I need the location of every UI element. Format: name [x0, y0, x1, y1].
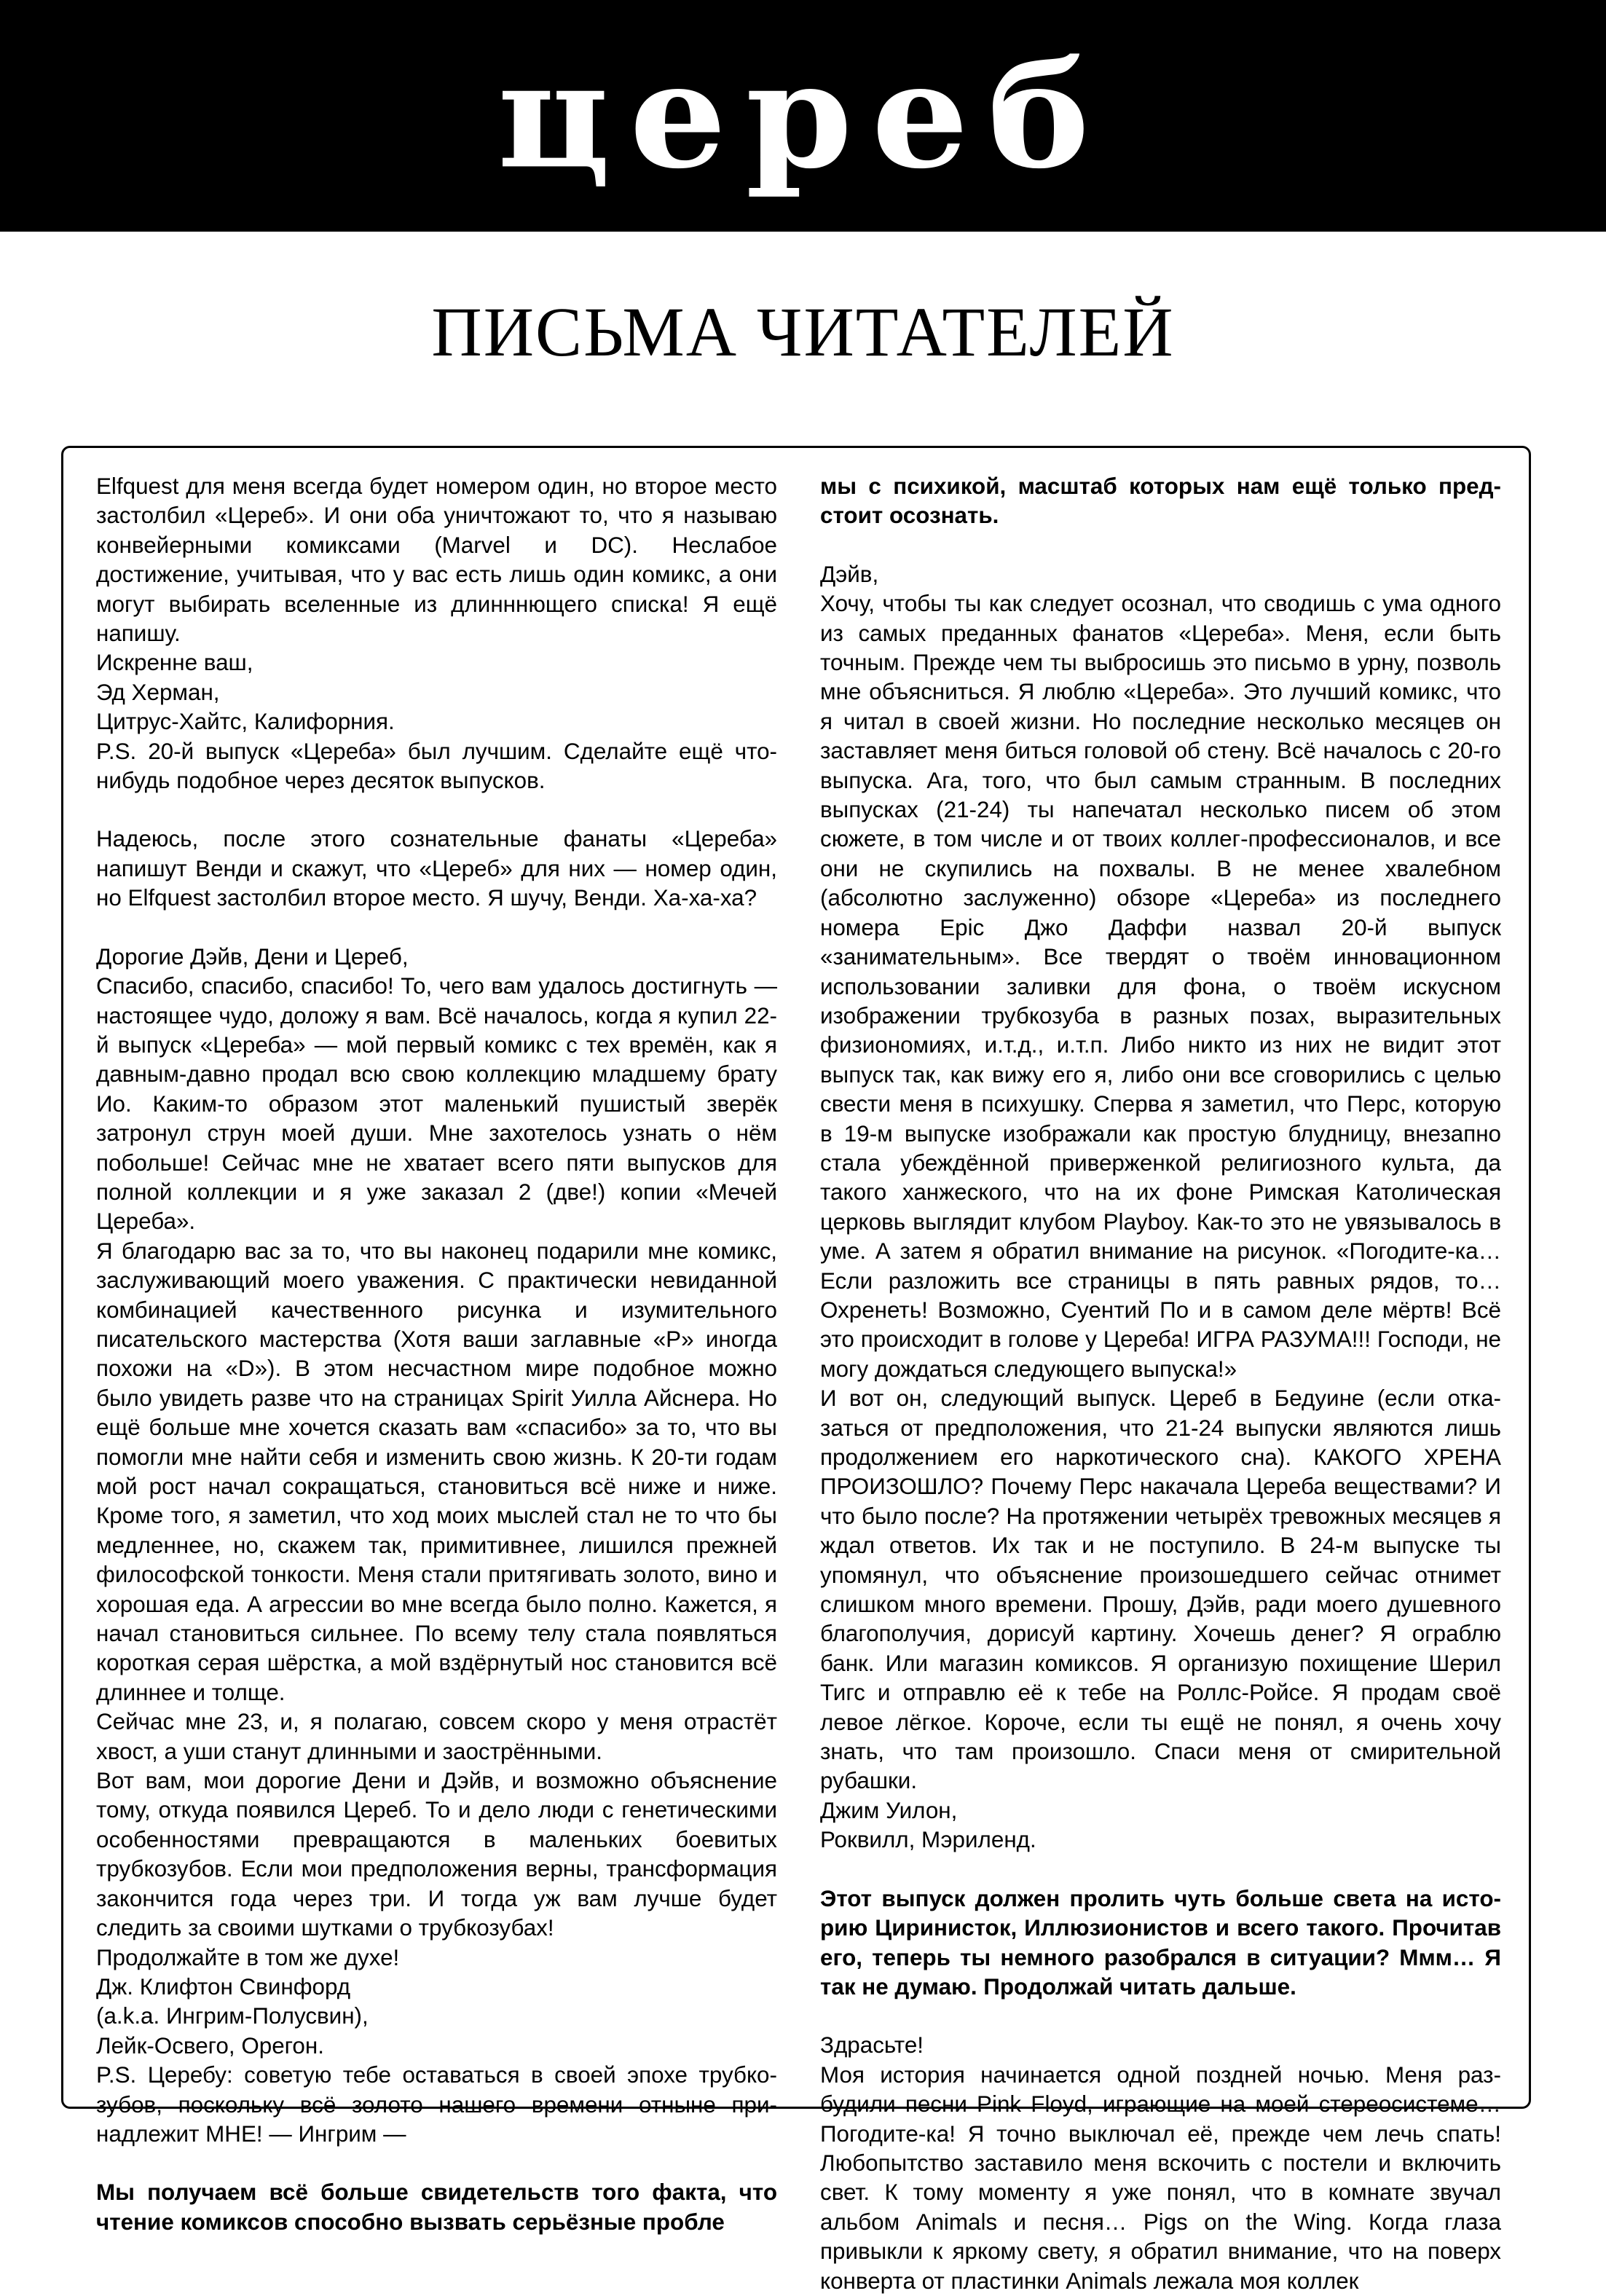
- letter-paragraph: мы с психикой, масштаб которых нам ещё только предстоит осознать.: [820, 473, 1501, 529]
- section-title: ПИСЬМА ЧИТАТЕЛЕЙ: [431, 293, 1175, 371]
- right-column: [820, 472, 1501, 2296]
- letter-paragraph: Мы получаем всё больше свидетельств того факта, что чтение комиксов способно вызвать серьёзные пробле: [96, 2179, 777, 2235]
- letter-paragraph: (a.k.a. Ингрим-Полусвин),: [96, 2003, 369, 2029]
- letter-paragraph: Дэйв,: [820, 561, 879, 587]
- letter-paragraph: Роквилл, Мэриленд.: [820, 1827, 1036, 1853]
- letter-paragraph: Джим Уилон,: [820, 1797, 958, 1823]
- letter-paragraph: Сейчас мне 23, и, я полагаю, совсем скоро у меня отрастёт хвост, а уши станут длинными и заострёнными.: [96, 1709, 777, 1764]
- letter-paragraph: Цитрус-Хайтс, Калифорния.: [96, 709, 395, 735]
- letter-paragraph: И вот он, следующий выпуск. Цереб в Бедуине (если отказаться от предположения, что 21-24 выпуски являются лишь продолжением его наркотического сна). КАКОГО ХРЕНА ПРОИЗОШЛО? Почему Перс накачала Цереба веществами? И что было после? На протяжении четырёх тревожных месяцев я ждал ответов. Их так и не поступило. В 24-м выпуске ты упомянул, что объяснение произошедшего сейчас отнимет слишком много времени. Прошу, Дэйв, ради моего душевного благополучия, дорисуй картину. Хочешь денег? Я ограблю банк. Или магазин комиксов. Я организую похищение Шерил Тигс и отправлю её к тебе на Роллс-Ройсе. Я продам своё левое лёгкое. Короче, если ты ещё не понял, я очень хочу знать, что там произошло. Спаси меня от смирительной рубашки.: [820, 1385, 1501, 1794]
- letter-paragraph: P.S. Церебу: советую тебе оставаться в своей эпохе трубкозубов, поскольку всё золото нашего времени отныне принадлежит МНЕ! — Ингрим —: [96, 2062, 777, 2147]
- letter-paragraph: Продолжайте в том же духе!: [96, 1944, 400, 1970]
- letter-paragraph: Я благодарю вас за то, что вы наконец подарили мне комикс, заслуживающий моего уважения. С практически невиданной комбинацией качественного рисунка и изумительного писательского мастерства (Хотя ваши заглавные «P» иногда похожи на «D»). В этом несчастном мире подобное можно было увидеть разве что на страницах Spirit Уилла Айснера. Но ещё больше мне хочется сказать вам «спасибо» за то, что вы помогли мне найти себя и изменить свою жизнь. К 20-ти годам мой рост начал сокращаться, становиться всё ниже и ниже. Кроме того, я заметил, что ход моих мыслей стал не то что бы медленнее, но, скажем так, примитивнее, лишился прежней философской тонкости. Меня стали притягивать золото, вино и хорошая еда. А агрессии во мне всегда было полно. Кажется, я начал становиться сильнее. По всему телу стала появляться короткая серая шёрстка, а мой вздёрнутый нос становится всё длиннее и толще.: [96, 1238, 777, 1705]
- letter-paragraph: Вот вам, мои дорогие Дени и Дэйв, и возможно объяснение тому, откуда появился Цереб. То и дело люди с генетическими особенностями превращаются в маленьких боевитых трубкозубов. Если мои предположения верны, трансформация закончится года через три. И тогда уж вам лучше будет следить за своими шутками о трубкозубах!: [96, 1768, 777, 1941]
- letter-paragraph: Дж. Клифтон Свинфорд: [96, 1973, 351, 2000]
- letter-paragraph: Этот выпуск должен пролить чуть больше света на историю Циринисток, Иллюзионистов и всего такого. Прочитав его, теперь ты немного разобрался в ситуации? Ммм… Я так не думаю. Продолжай читать дальше.: [820, 1885, 1501, 2000]
- letter-paragraph: Дорогие Дэйв, Дени и Цереб,: [96, 943, 409, 970]
- letter-paragraph: Надеюсь, после этого сознательные фанаты «Цереба» напишут Венди и скажут, что «Цереб» для них — номер один, но Elfquest застолбил второе место. Я шучу, Венди. Ха-ха-ха?: [96, 826, 777, 911]
- letter-paragraph: Лейк-Освего, Орегон.: [96, 2032, 324, 2059]
- letter-paragraph: Elfquest для меня всегда будет номером один, но второе место застолбил «Цереб». И они оба уничтожают то, что я называю конвейерными комиксами (Marvel и DC). Неслабое достижение, учитывая, что у вас есть лишь один комикс, а они могут выбирать вселенные из длинннющего списка! Я ещё напишу.: [96, 473, 777, 647]
- masthead-title: цереб: [497, 30, 1109, 201]
- letter-paragraph: Моя история начинается одной поздней ночью. Меня разбудили песни Pink Floyd, играющие на моей стереосистеме… Погодите-ка! Я точно выключал её, прежде чем лечь спать! Любопытство заставило меня вскочить с постели и включить свет. К тому моменту я уже понял, что в комнате звучал альбом Animals и песня… Pigs on the Wing. Когда глаза привыкли к яркому свету, я обратил внимание, что на поверх конверта от пластинки Animals лежала моя коллек: [820, 2061, 1501, 2294]
- letter-paragraph: Искренне ваш,: [96, 650, 253, 676]
- letter-paragraph: Эд Херман,: [96, 679, 220, 705]
- letter-paragraph: P.S. 20-й выпуск «Цереба» был лучшим. Сделайте ещё что-нибудь подобное через десяток выпусков.: [96, 738, 777, 794]
- letter-paragraph: Хочу, чтобы ты как следует осознал, что сводишь с ума одного из самых преданных фанатов «Цереба». Меня, если быть точным. Прежде чем ты выбросишь это письмо в урну, позволь мне объясниться. Я люблю «Цереба». Это лучший комикс, что я читал в своей жизни. Но последние несколько месяцев он заставляет меня биться головой об стену. Всё началось с 20-го выпуска. Ага, того, что был самым странным. В последних выпусках (21-24) ты напечатал несколько писем об этом сюжете, в том числе и от твоих коллег-профессионалов, и все они не скупились на похвалы. В не менее хвалебном (абсолютно заслуженно) обзоре «Цереба» из последнего номера Epic Джо Даффи назвал 20-й выпуск «занимательным». Все твердят о твоём инновационном использовании заливки для фона, о твоём искусном изображении трубкозуба в разных позах, выразительных физиономиях, и.т.д., и.т.п. Либо никто из них не видит этот выпуск так, как вижу его я, либо они все сговорились с целью свести меня в психушку. Сперва я заметил, что Перс, которую в 19-м выпуске изображали как простую блудницу, внезапно стала убеждённой приверженкой религиозного культа, да такого ханжеского, что на их фоне Римская Католическая церковь выглядит клубом Playboy. Как-то это не увязывалось в уме. А затем я обратил внимание на рисунок. «Погодите-ка… Если разложить все страницы в пять равных рядов, то… Охренеть! Возможно, Суентий По и в самом деле мёртв! Всё это происходит в голове у Цереба! ИГРА РАЗУМА!!! Господи, не могу дождаться следующего выпуска!»: [820, 591, 1501, 1382]
- masthead: [0, 0, 1606, 232]
- letter-paragraph: Спасибо, спасибо, спасибо! То, чего вам удалось достигнуть — настоящее чудо, доложу я вам. Всё началось, когда я купил 22-й выпуск «Цереба» — мой первый комикс с тех времён, как я давным-давно продал всю свою коллекцию младшему брату Ио. Каким-то образом этот маленький пушистый зверёк затронул струн моей души. Мне захотелось узнать о нём побольше! Сейчас мне не хватает всего пяти выпусков для полной коллекции и я уже заказал 2 (две!) копии «Мечей Цереба».: [96, 973, 777, 1235]
- left-column: [96, 472, 777, 2237]
- letter-paragraph: Здрасьте!: [820, 2032, 924, 2059]
